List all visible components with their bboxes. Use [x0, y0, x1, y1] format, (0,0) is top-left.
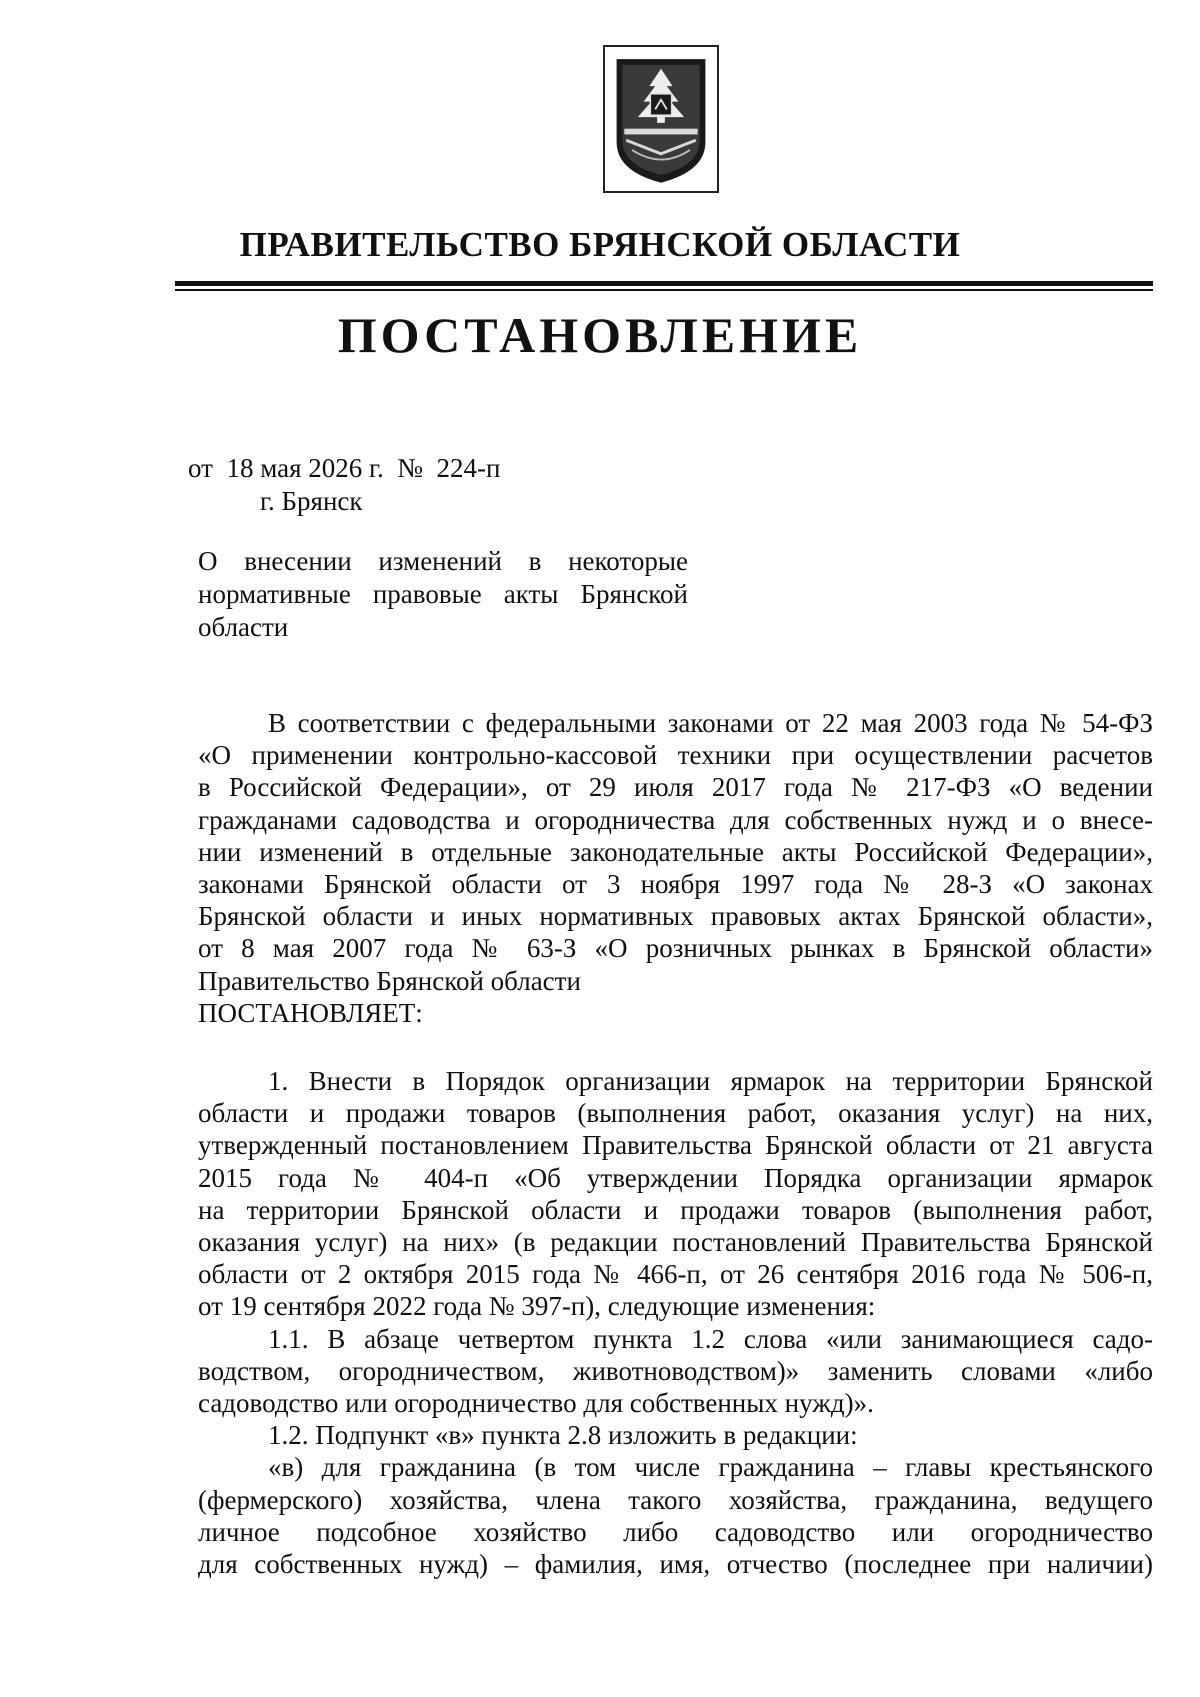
- organization-title: ПРАВИТЕЛЬСТВО БРЯНСКОЙ ОБЛАСТИ: [239, 225, 961, 264]
- subject-line: О внесении изменений в некоторые: [198, 546, 688, 576]
- item1-line: области от 2 октября 2015 года № 466-п, от 26 сентября 2016 года № 506-п,: [198, 1259, 1153, 1290]
- paragraph-gap: [198, 1029, 1153, 1065]
- preamble-line: Правительство Брянской области: [198, 965, 581, 996]
- document-type-heading: ПОСТАНОВЛЕНИЕ: [337, 307, 863, 363]
- subject-line: области: [198, 612, 289, 642]
- quote-line: для собственных нужд) – фамилия, имя, отчество (последнее при наличии): [198, 1549, 1153, 1580]
- preamble-line: Брянской области и иных нормативных правовых актах Брянской области»,: [198, 901, 1153, 932]
- item1-2-line: 1.2. Подпункт «в» пункта 2.8 изложить в редакции:: [268, 1420, 858, 1451]
- quote-line: «в) для гражданина (в том числе гражданина – главы крестьянского: [268, 1452, 1153, 1483]
- item1-line: 1. Внести в Порядок организации ярмарок на территории Брянской: [268, 1066, 1153, 1097]
- quote-line: личное подсобное хозяйство либо садоводство или огородничество: [198, 1516, 1153, 1547]
- preamble-line: В соответствии с федеральными законами от 22 мая 2003 года № 54-ФЗ: [268, 708, 1153, 738]
- item1-1-line: водством, огородничеством, животноводством)» заменить словами «либо: [198, 1355, 1153, 1386]
- header-rule-thin: [175, 289, 1153, 291]
- item1-1-line: 1.1. В абзаце четвертом пункта 1.2 слова «или занимающиеся садо-: [268, 1323, 1153, 1354]
- decree-word: ПОСТАНОВЛЯЕТ:: [198, 997, 423, 1028]
- subject-line: нормативные правовые акты Брянской: [198, 579, 688, 609]
- item1-line: от 19 сентября 2022 года № 397-п), следующие изменения:: [198, 1291, 876, 1322]
- item1-line: утвержденный постановлением Правительства Брянской области от 21 августа: [198, 1130, 1153, 1161]
- item1-line: на территории Брянской области и продажи товаров (выполнения работ,: [198, 1194, 1153, 1225]
- preamble-line: законами Брянской области от 3 ноября 1997 года № 28-З «О законах: [198, 869, 1153, 900]
- item1-line: оказания услуг) на них» (в редакции постановлений Правительства Брянской: [198, 1227, 1153, 1258]
- preamble-line: в Российской Федерации», от 29 июля 2017 года № 217-ФЗ «О ведении: [198, 772, 1153, 803]
- item1-line: 2015 года № 404-п «Об утверждении Порядка организации ярмарок: [198, 1162, 1153, 1193]
- date-number-line: от 18 мая 2026 г. № 224-п: [188, 453, 501, 483]
- document-subject: [198, 545, 688, 644]
- preamble-line: «О применении контрольно-кассовой техники при осуществлении расчетов: [198, 740, 1153, 771]
- preamble-line: от 8 мая 2007 года № 63-З «О розничных рынках в Брянской области»: [198, 933, 1153, 964]
- header-rule-thick: [175, 281, 1153, 286]
- item1-line: области и продажи товаров (выполнения работ, оказания услуг) на них,: [198, 1098, 1153, 1129]
- item1-1-line: садоводство или огородничество для собственных нужд)».: [198, 1388, 874, 1419]
- preamble-line: нии изменений в отдельные законодательные акты Российской Федерации»,: [198, 836, 1153, 867]
- document-body: [198, 707, 1153, 1580]
- coat-of-arms-emblem-icon: [603, 45, 719, 193]
- quote-line: (фермерского) хозяйства, члена такого хозяйства, гражданина, ведущего: [198, 1484, 1153, 1515]
- city-line: г. Брянск: [260, 486, 363, 516]
- preamble-line: гражданами садоводства и огородничества для собственных нужд и о внесе-: [198, 804, 1153, 835]
